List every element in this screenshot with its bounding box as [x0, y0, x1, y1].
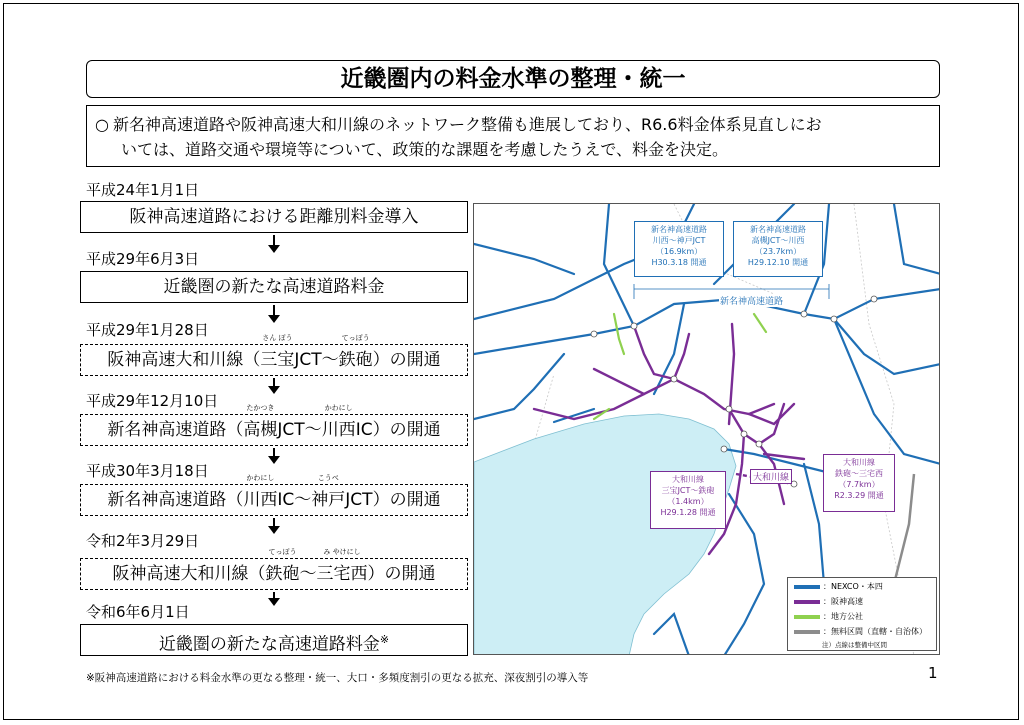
timeline-arrow — [268, 305, 280, 323]
callout-yamato-teppo-miyakenishi: 大和川線 鉄砲～三宅西 （7.7km） R2.3.29 開通 — [823, 454, 895, 512]
callout-shinmeishin-kawanishi-kobe: 新名神高速道路 川西～神戸JCT （16.9km） H30.3.18 開通 — [634, 221, 724, 277]
timeline-date-3: 平成29年1月28日 — [86, 321, 209, 339]
legend-note: 注）点線は整備中区間 — [822, 641, 887, 649]
note-text-1: 新名神高速道路や阪神高速大和川線のネットワーク整備も進展しており、R6.6料金体系見直しにお — [113, 115, 822, 134]
timeline-arrow — [268, 378, 280, 394]
legend-nexco: ：NEXCO・本四 — [794, 581, 883, 593]
timeline-arrow — [268, 592, 280, 606]
timeline-event-2: 近畿圏の新たな高速道路料金 — [80, 271, 468, 303]
timeline-event-6: 阪神高速大和川線（ てっぽう 鉄砲～ み やけにし 三宅西）の開通 — [80, 558, 468, 590]
timeline-date-6: 令和2年3月29日 — [86, 532, 200, 550]
timeline-date-2: 平成29年6月3日 — [86, 250, 200, 268]
callout-shinmeishin-takatsuki-kawanishi: 新名神高速道路 高槻JCT～川西 （23.7km） H29.12.10 開通 — [733, 221, 823, 277]
timeline-date-7: 令和6年6月1日 — [86, 603, 190, 621]
timeline-date-1: 平成24年1月1日 — [86, 181, 200, 199]
note-line-2: いては、道路交通や環境等について、政策的な課題を考慮したうえで、料金を決定。 — [121, 140, 729, 159]
road-label-yamato: 大和川線 — [750, 469, 792, 484]
timeline-event-3: 阪神高速大和川線（ さん ぽう 三宝JCT～ てっぽう 鉄砲）の開通 — [80, 344, 468, 376]
timeline-arrow — [268, 235, 280, 253]
note-line-1 — [95, 112, 929, 137]
timeline-event-4: 新名神高速道路（ たかつき 高槻JCT～ かわにし 川西IC）の開通 — [80, 414, 468, 446]
callout-yamato-sanpo-teppo: 大和川線 三宝JCT～鉄砲 （1.4km） H29.1.28 開通 — [650, 471, 726, 529]
legend-free-section: ：無料区間（直轄・自治体） — [794, 626, 927, 638]
timeline-date-4: 平成29年12月10日 — [86, 392, 219, 410]
timeline-event-1: 阪神高速道路における距離別料金導入 — [80, 201, 468, 233]
timeline-arrow — [268, 518, 280, 534]
bullet-circle: ○ — [95, 115, 109, 134]
road-label-shinmeishin: 新名神高速道路 — [719, 294, 784, 307]
footnote: ※阪神高速道路における料金水準の更なる整理・統一、大口・多頻度割引の更なる拡充、深夜割引の導入等 — [86, 672, 589, 684]
legend-hanshin: ：阪神高速 — [794, 596, 863, 608]
page-number: 1 — [928, 664, 938, 682]
timeline-event-7: 近畿圏の新たな高速道路料金※ — [80, 624, 468, 656]
legend-public-corp: ：地方公社 — [794, 611, 863, 623]
page-title: 近畿圏内の料金水準の整理・統一 — [86, 60, 940, 98]
map-legend — [787, 577, 937, 651]
timeline-date-5: 平成30年3月18日 — [86, 462, 209, 480]
timeline-event-5: 新名神高速道路（ かわにし 川西IC～ こうべ 神戸JCT）の開通 — [80, 484, 468, 516]
road-network-map — [473, 203, 940, 655]
summary-note — [86, 105, 940, 167]
timeline-arrow — [268, 448, 280, 464]
